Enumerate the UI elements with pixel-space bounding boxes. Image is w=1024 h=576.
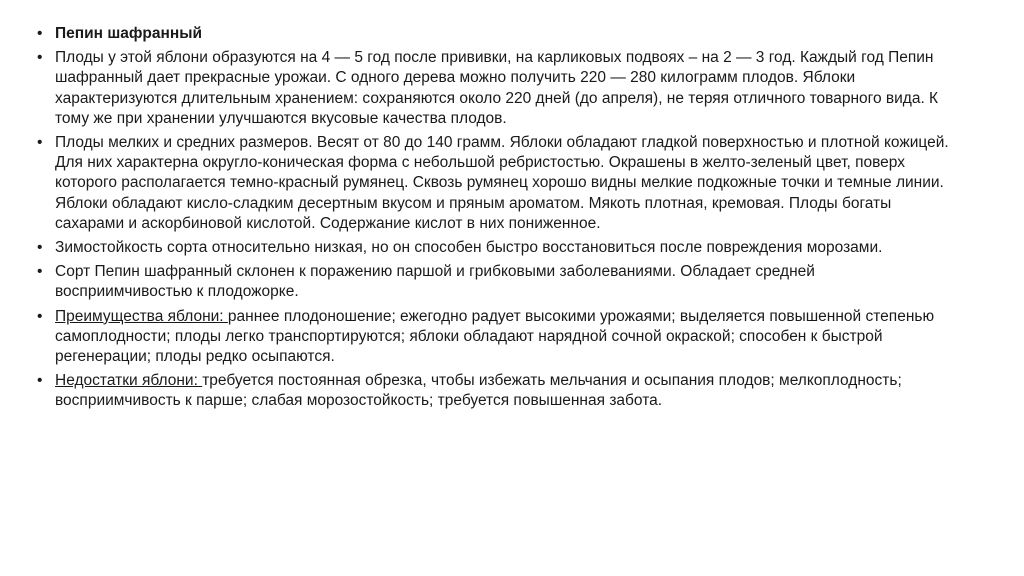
bullet-list (37, 24, 954, 412)
bullet-advantages (37, 307, 954, 368)
disadvantages-label: Недостатки яблони: (55, 372, 203, 390)
disadvantages-text: требуется постоянная обрезка, чтобы избежать мельчания и осыпания плодов; мелкоплодность; восприимчивость к парше; слабая морозостойкость; требуется повышенная забота. (55, 372, 902, 410)
bullet-fruiting (37, 48, 954, 129)
bullet-fruit-description (37, 133, 954, 234)
bullet-diseases (37, 262, 954, 302)
paragraph-fruit-description: Плоды мелких и средних размеров. Весят от 80 до 140 грамм. Яблоки обладают гладкой поверхностью и плотной кожицей. Для них характерна округло-коническая форма с небольшой ребристостью. Окрашены в желто-зеленый цвет, поверх которого располагается темно-красный румянец. Сквозь румянец хорошо видны мелкие подкожные точки и темные линии. Яблоки обладают кисло-сладким десертным вкусом и пряным ароматом. Мякоть плотная, кремовая. Плоды богаты сахарами и аскорбиновой кислотой. Содержание кислот в них пониженное. (55, 134, 949, 232)
bullet-title (37, 24, 954, 44)
slide-title: Пепин шафранный (55, 25, 203, 42)
bullet-disadvantages (37, 371, 954, 411)
advantages-label: Преимущества яблони: (55, 307, 228, 325)
advantages-text: раннее плодоношение; ежегодно радует высокими урожаями; выделяется повышенной степенью самоплодности; плоды легко транспортируются; яблоки обладают нарядной сочной окраской; способен к быстрой регенерации; плоды редко осыпаются. (55, 307, 935, 366)
paragraph-fruiting: Плоды у этой яблони образуются на 4 — 5 год после прививки, на карликовых подвоях – на 2 — 3 год. Каждый год Пепин шафранный дает прекрасные урожаи. С одного дерева можно получить 220 — 280 килограмм плодов. Яблоки характеризуются длительным хранением: сохраняются около 220 дней (до апреля), не теряя отличного товарного вида. К тому же при хранении улучшаются вкусовые качества плодов. (55, 49, 939, 127)
paragraph-diseases: Сорт Пепин шафранный склонен к поражению паршой и грибковыми заболеваниями. Обладает средней восприимчивостью к плодожорке. (55, 263, 815, 301)
paragraph-winter-hardiness: Зимостойкость сорта относительно низкая, но он способен быстро восстановиться после повреждения морозами. (55, 239, 883, 257)
bullet-winter-hardiness (37, 238, 954, 258)
